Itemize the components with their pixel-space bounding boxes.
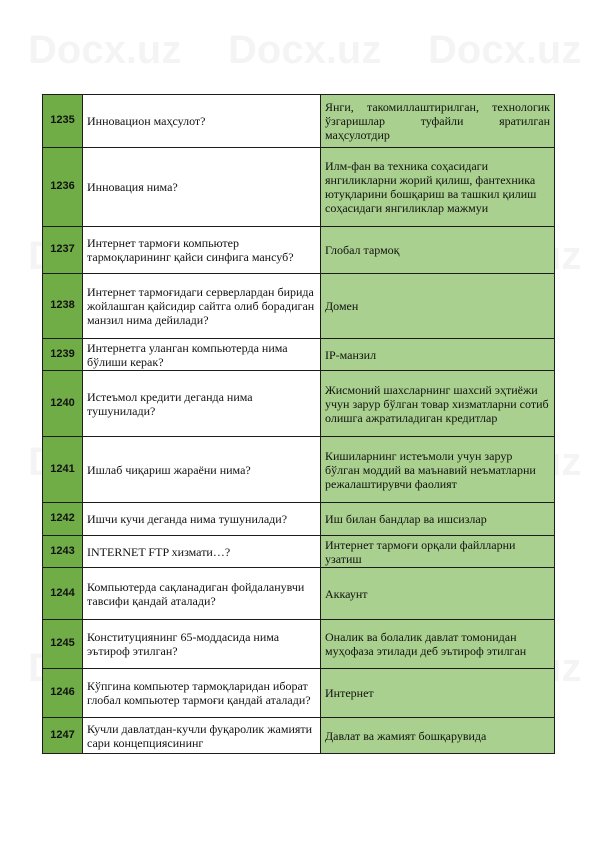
question-cell: Интернет тармоғидаги серверлардан бирида жойлашган қайсидир сайтга олиб борадиган манзил нима дейилади? [83,274,321,339]
question-cell: Кучли давлатдан-кучли фуқаролик жамияти сари концепциясининг [83,718,321,754]
answer-cell: Интернет [321,669,555,718]
answer-cell: Аккаунт [321,568,555,620]
row-number: 1239 [43,339,83,371]
table-row [43,718,555,754]
answer-cell: Илм-фан ва техника соҳасидаги янгиликларни жорий қилиш, фантехника ютуқларини бошқариш ва ташкил қилиш соҳасидаги янгиликлар мажмуи [321,148,555,227]
table-row [43,536,555,568]
table-row [43,339,555,371]
row-number: 1246 [43,669,83,718]
table-row [43,227,555,274]
row-number: 1237 [43,227,83,274]
row-number: 1238 [43,274,83,339]
qa-table [42,94,555,754]
watermark [228,28,381,73]
answer-cell: Янги, такомиллаштирилган, технологик ўзгаришлар туфайли яратилган маҳсулотдир [321,95,555,148]
table-row [43,568,555,620]
row-number: 1242 [43,503,83,536]
row-number: 1235 [43,95,83,148]
question-cell: Компьютерда сақланадиган фойдаланувчи тавсифи қандай аталади? [83,568,321,620]
row-number: 1247 [43,718,83,754]
row-number: 1240 [43,371,83,437]
question-cell: Ишчи кучи деганда нима тушунилади? [83,503,321,536]
answer-cell: Кишиларнинг истеъмоли учун зарур бўлган моддий ва маънавий неъматларни режалаштирувчи фаолият [321,437,555,503]
table-row [43,620,555,669]
table-row [43,503,555,536]
row-number: 1244 [43,568,83,620]
question-cell: Интернетга уланган компьютерда нима бўлиши керак? [83,339,321,371]
table-row [43,95,555,148]
answer-cell: Оналик ва болалик давлат томонидан муҳофаза этилади деб эътироф этилган [321,620,555,669]
question-cell: Интернет тармоғи компьютер тармоқларининг қайси синфига мансуб? [83,227,321,274]
question-cell: Истеъмол кредити деганда нима тушунилади? [83,371,321,437]
watermark [428,28,581,73]
answer-cell: Глобал тармоқ [321,227,555,274]
row-number: 1236 [43,148,83,227]
question-cell: Инновация нима? [83,148,321,227]
answer-cell: Давлат ва жамият бошқарувида [321,718,555,754]
question-cell: Кўпгина компьютер тармоқларидан иборат глобал компьютер тармоғи қандай аталади? [83,669,321,718]
table-row [43,669,555,718]
row-number: 1245 [43,620,83,669]
table-row [43,148,555,227]
answer-cell: Иш билан бандлар ва ишсизлар [321,503,555,536]
question-cell: Ишлаб чиқариш жараёни нима? [83,437,321,503]
answer-cell: Домен [321,274,555,339]
question-cell: INTERNET FTP хизмати…? [83,536,321,568]
answer-cell: Жисмоний шахсларнинг шахсий эҳтиёжи учун зарур бўлган товар хизматларни сотиб олишга ажратиладиган кредитлар [321,371,555,437]
table-row [43,437,555,503]
answer-cell: IP-манзил [321,339,555,371]
question-cell: Инновацион маҳсулот? [83,95,321,148]
table-row [43,274,555,339]
question-cell: Конституциянинг 65-моддасида нима эътироф этилган? [83,620,321,669]
table-row [43,371,555,437]
watermark [28,28,181,73]
row-number: 1241 [43,437,83,503]
row-number: 1243 [43,536,83,568]
answer-cell: Интернет тармоғи орқали файлларни узатиш [321,536,555,568]
